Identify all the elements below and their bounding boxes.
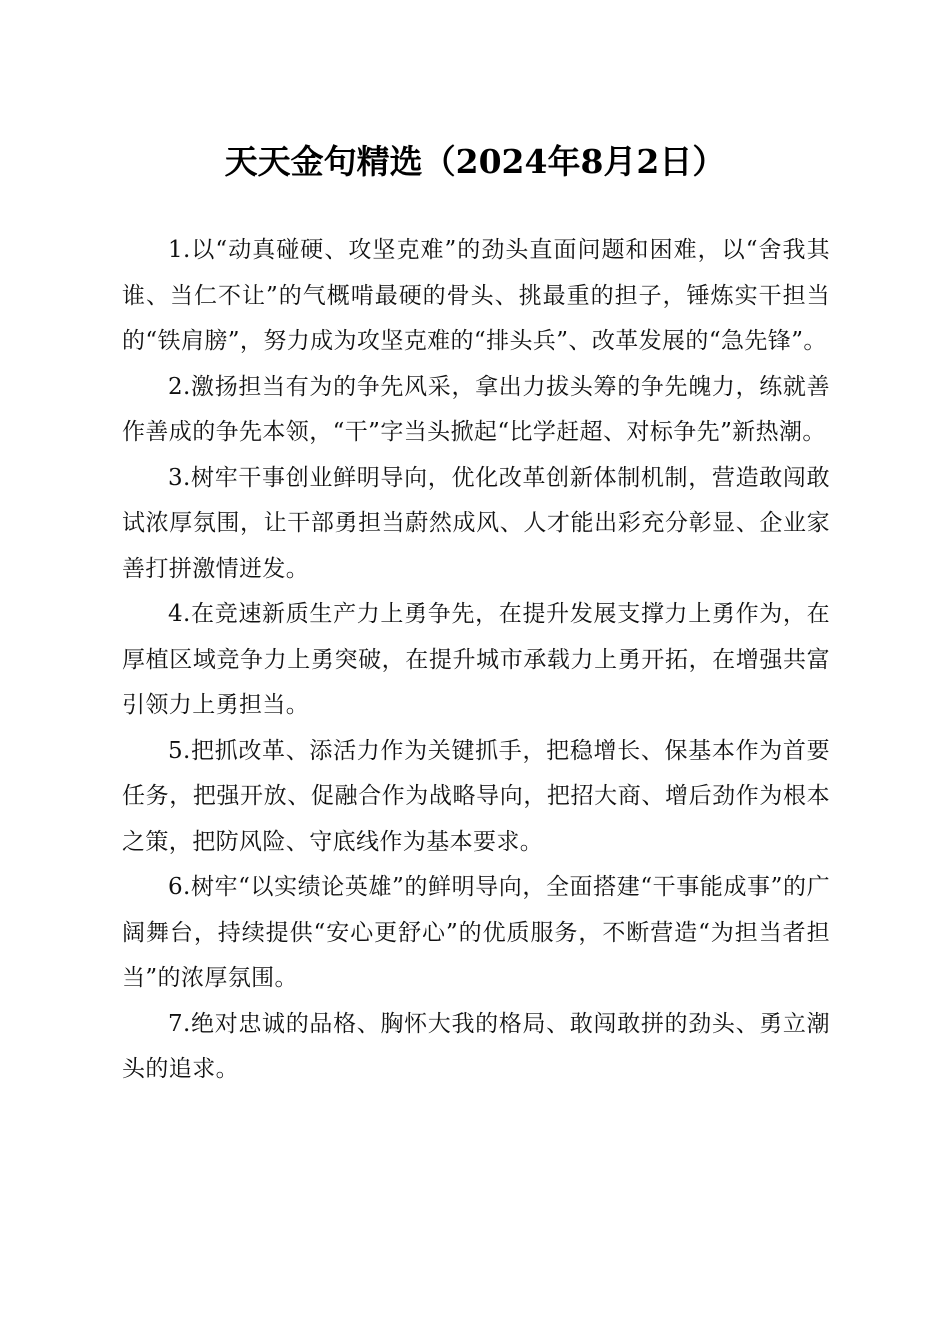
paragraph-1: 1.以“动真碰硬、攻坚克难”的劲头直面问题和困难，以“舍我其谁、当仁不让”的气概啃最硬的骨头、挑最重的担子，锤炼实干担当的“铁肩膀”，努力成为攻坚克难的“排头兵”、改革发展的“急先锋”。 [122, 237, 830, 354]
paragraph-7: 7.绝对忠诚的品格、胸怀大我的格局、敢闯敢拼的劲头、勇立潮头的追求。 [122, 1010, 830, 1082]
paragraph-5: 5.把抓改革、添活力作为关键抓手，把稳增长、保基本作为首要任务，把强开放、促融合作为战略导向，把招大商、增后劲作为根本之策，把防风险、守底线作为基本要求。 [122, 737, 830, 855]
paragraph-4: 4.在竞速新质生产力上勇争先，在提升发展支撑力上勇作为，在厚植区域竞争力上勇突破，在提升城市承载力上勇开拓，在增强共富引领力上勇担当。 [122, 601, 830, 718]
paragraph-6: 6.树牢“以实绩论英雄”的鲜明导向，全面搭建“干事能成事”的广阔舞台，持续提供“安心更舒心”的优质服务，不断营造“为担当者担当”的浓厚氛围。 [122, 874, 830, 991]
paragraph-3: 3.树牢干事创业鲜明导向，优化改革创新体制机制，营造敢闯敢试浓厚氛围，让干部勇担当蔚然成风、人才能出彩充分彰显、企业家善打拼激情迸发。 [122, 464, 830, 582]
document-body [122, 228, 830, 1093]
document-title: 天天金句精选（2024年8月2日） [224, 142, 726, 181]
paragraph-2: 2.激扬担当有为的争先风采，拿出力拔头筹的争先魄力，练就善作善成的争先本领，“干”字当头掀起“比学赶超、对标争先”新热潮。 [122, 373, 830, 445]
